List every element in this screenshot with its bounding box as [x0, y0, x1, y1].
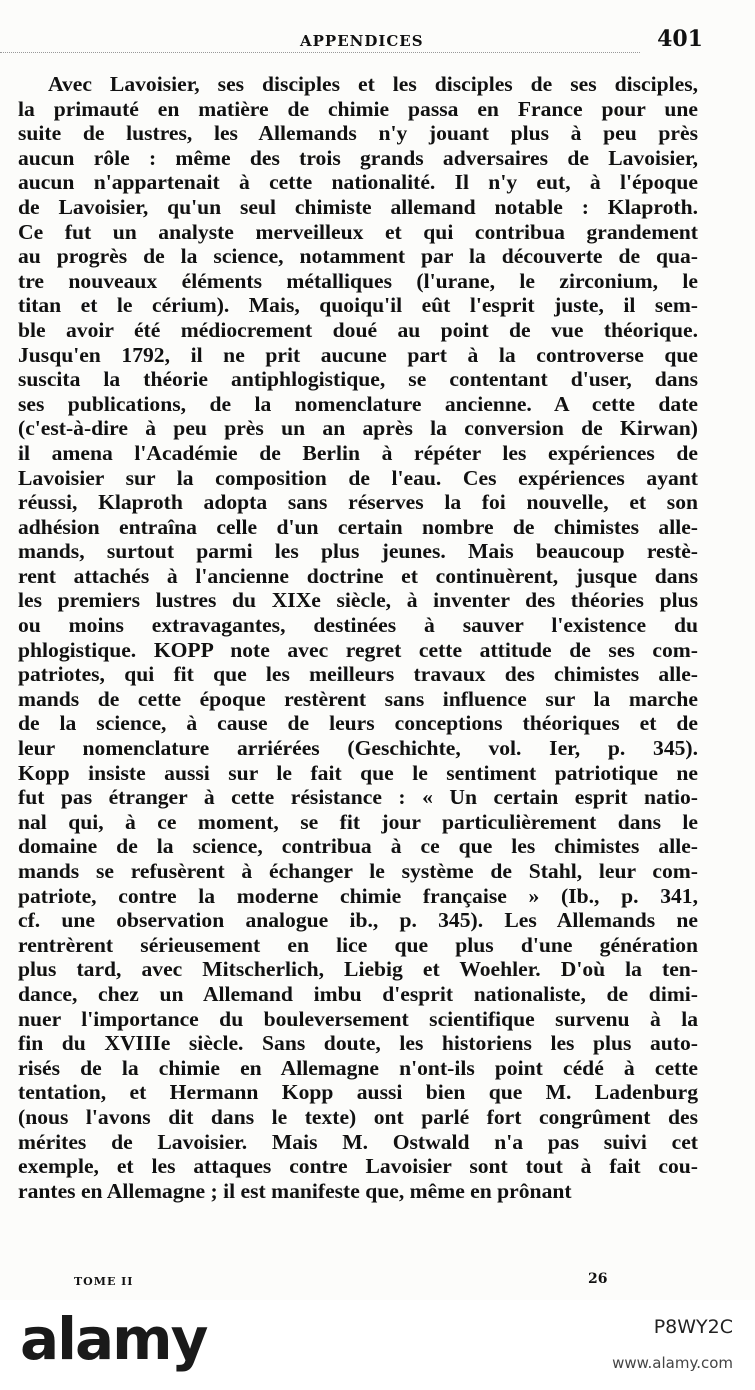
text-line: suscita la théorie antiphlogistique, se contentant d'user, dans — [18, 367, 698, 392]
text-line: fin du XVIIIe siècle. Sans doute, les historiens les plus auto- — [18, 1031, 698, 1056]
text-line: risés de la chimie en Allemagne n'ont-ils point cédé à cette — [18, 1055, 698, 1080]
text-line: fut pas étranger à cette résistance : « Un certain esprit natio- — [18, 785, 698, 810]
text-line: plus tard, avec Mitscherlich, Liebig et Woehler. D'où la ten- — [18, 957, 698, 982]
text-line: suite de lustres, les Allemands n'y jouant plus à peu près — [18, 121, 698, 146]
brand-logo: alamy — [20, 1305, 207, 1373]
text-line: domaine de la science, contribua à ce que les chimistes alle- — [18, 834, 698, 859]
text-line: Avec Lavoisier, ses disciples et les disciples de ses disciples, — [48, 72, 698, 96]
text-line: Ce fut un analyste merveilleux et qui contribua grandement — [18, 219, 698, 244]
text-line: la primauté en matière de chimie passa en France pour une — [18, 96, 698, 121]
text-line: tentation, et Hermann Kopp aussi bien que M. Ladenburg — [18, 1080, 698, 1105]
brand-url: www.alamy.com — [612, 1354, 733, 1372]
text-line: rent attachés à l'ancienne doctrine et continuèrent, jusque dans — [18, 563, 698, 588]
text-line: patriotes, qui fit que les meilleurs travaux des chimistes alle- — [18, 662, 698, 687]
text-line: aucun rôle : même des trois grands adversaires de Lavoisier, — [18, 145, 698, 170]
signature-mark: TOME II — [74, 1275, 134, 1288]
text-line: titan et le cérium). Mais, quoiqu'il eût l'esprit juste, il sem- — [18, 293, 698, 318]
text-line: mérites de Lavoisier. Mais M. Ostwald n'a pas suivi cet — [18, 1129, 698, 1154]
text-line: cf. une observation analogue ib., p. 345). Les Allemands ne — [18, 908, 698, 933]
text-line: ou moins extravagantes, destinées à sauver l'existence du — [18, 613, 698, 638]
text-line: mands de cette époque restèrent sans influence sur la marche — [18, 686, 698, 711]
text-line: phlogistique. KOPP note avec regret cette attitude de ses com- — [18, 637, 698, 662]
text-line: de Lavoisier, qu'un seul chimiste allemand notable : Klaproth. — [18, 194, 698, 219]
text-line: il amena l'Académie de Berlin à répéter les expériences de — [18, 440, 698, 465]
text-line: mands se refusèrent à échanger le système de Stahl, leur com- — [18, 859, 698, 883]
text-line: nuer l'importance du bouleversement scientifique survenu à la — [18, 1006, 698, 1031]
text-line: rantes en Allemagne ; il est manifeste que, même en prônant — [18, 1178, 572, 1203]
text-line: Lavoisier sur la composition de l'eau. Ces expériences ayant — [18, 465, 698, 490]
text-line: aucun n'appartenait à cette nationalité. Il n'y eut, à l'époque — [18, 170, 698, 195]
text-line: (nous l'avons dit dans le texte) ont parlé fort congrûment des — [18, 1104, 698, 1129]
running-head: APPENDICES — [300, 32, 424, 50]
text-line: nal qui, à ce moment, se fit jour particulièrement dans le — [18, 809, 698, 834]
text-line: exemple, et les attaques contre Lavoisier sont tout à fait cou- — [18, 1154, 698, 1179]
text-line: mands, surtout parmi les plus jeunes. Mais beaucoup restè- — [18, 539, 698, 564]
header-rule — [0, 52, 640, 53]
sheet-number: 26 — [588, 1271, 608, 1287]
text-line: Jusqu'en 1792, il ne prit aucune part à la controverse que — [18, 342, 698, 367]
text-line: de la science, à cause de leurs conceptions théoriques et de — [18, 711, 698, 736]
text-line: réussi, Klaproth adopta sans réserves la foi nouvelle, et son — [18, 490, 698, 515]
watermark-bar — [0, 1300, 755, 1390]
text-line: ble avoir été médiocrement doué au point de vue théorique. — [18, 317, 698, 342]
text-line: ses publications, de la nomenclature ancienne. A cette date — [18, 391, 698, 416]
text-line: Kopp insiste aussi sur le fait que le sentiment patriotique ne — [18, 760, 698, 785]
page-number: 401 — [657, 26, 703, 52]
text-line: tre nouveaux éléments métalliques (l'urane, le zirconium, le — [18, 268, 698, 293]
text-line: (c'est-à-dire à peu près un an après la conversion de Kirwan) — [18, 416, 698, 441]
text-line: les premiers lustres du XIXe siècle, à inventer des théories plus — [18, 588, 698, 613]
body-paragraph — [18, 72, 698, 1203]
text-line: rentrèrent sérieusement en lice que plus d'une génération — [18, 932, 698, 957]
text-line: leur nomenclature arriérées (Geschichte, vol. Ier, p. 345). — [18, 736, 698, 761]
text-line: au progrès de la science, notamment par la découverte de qua- — [18, 244, 698, 269]
text-line: patriote, contre la moderne chimie française » (Ib., p. 341, — [18, 883, 698, 908]
text-line: adhésion entraîna celle d'un certain nombre de chimistes alle- — [18, 514, 698, 539]
text-line: dance, chez un Allemand imbu d'esprit nationaliste, de dimi- — [18, 981, 698, 1006]
image-id: P8WY2C — [653, 1316, 733, 1338]
